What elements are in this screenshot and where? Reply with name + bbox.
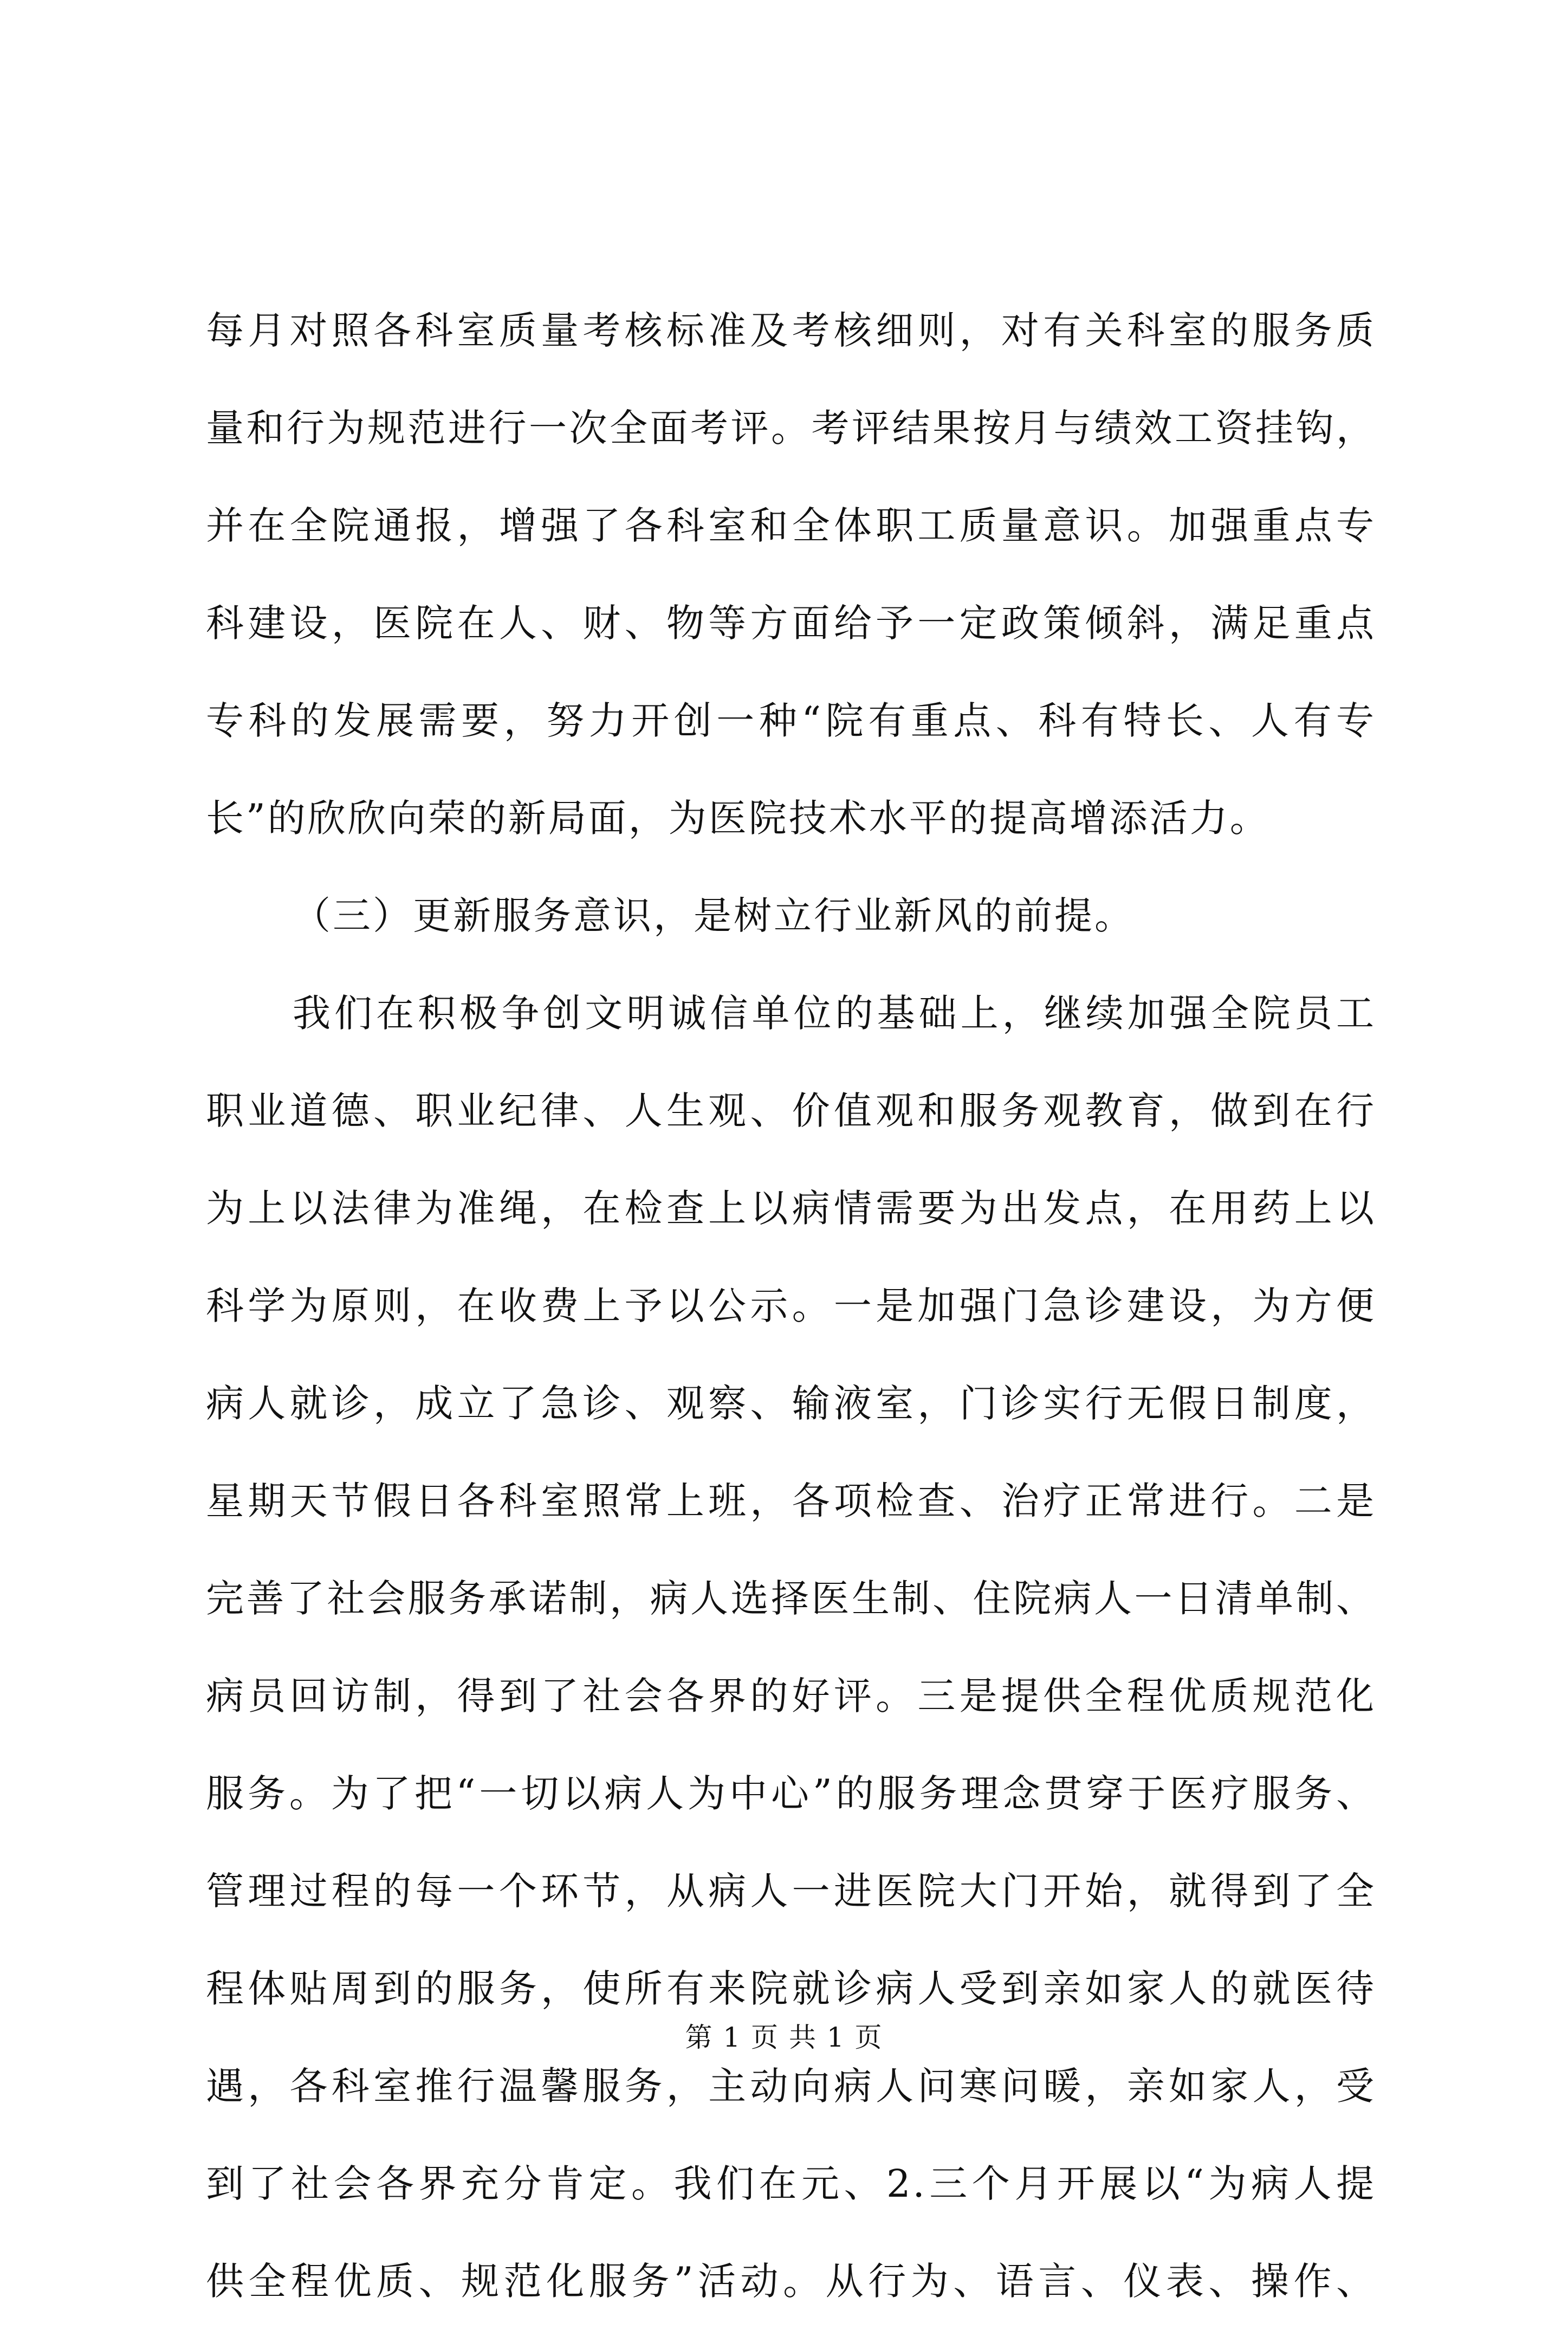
paragraph-line: 遇，各科室推行温馨服务，主动向病人问寒问暖，亲如家人，受: [206, 2064, 1376, 2108]
paragraph-line: 职业道德、职业纪律、人生观、价值观和服务观教育，做到在行: [206, 1089, 1376, 1133]
paragraph-line: 星期天节假日各科室照常上班，各项检查、治疗正常进行。二是: [206, 1479, 1376, 1523]
paragraph-line: 为上以法律为准绳，在检查上以病情需要为出发点，在用药上以: [206, 1186, 1376, 1231]
paragraph-line: 专科的发展需要，努力开创一种“院有重点、科有特长、人有专: [206, 698, 1376, 743]
paragraph-line: 完善了社会服务承诺制，病人选择医生制、住院病人一日清单制、: [206, 1576, 1376, 1621]
page-number-footer: 第 1 页 共 1 页: [685, 2022, 883, 2053]
paragraph-line: 病员回访制，得到了社会各界的好评。三是提供全程优质规范化: [206, 1674, 1376, 1718]
paragraph-line: 程体贴周到的服务，使所有来院就诊病人受到亲如家人的就医待: [206, 1966, 1376, 2011]
paragraph-line: 供全程优质、规范化服务”活动。从行为、语言、仪表、操作、: [206, 2259, 1376, 2303]
section-heading: （三）更新服务意识，是树立行业新风的前提。: [293, 894, 1135, 938]
paragraph-line: 长”的欣欣向荣的新局面，为医院技术水平的提高增添活力。: [206, 796, 1270, 840]
paragraph-line: 科建设，医院在人、财、物等方面给予一定政策倾斜，满足重点: [206, 601, 1376, 645]
paragraph-line: 服务。为了把“一切以病人为中心”的服务理念贯穿于医疗服务、: [206, 1771, 1376, 1816]
paragraph-line: 我们在积极争创文明诚信单位的基础上，继续加强全院员工: [293, 991, 1376, 1035]
paragraph-line: 管理过程的每一个环节，从病人一进医院大门开始，就得到了全: [206, 1869, 1376, 1913]
paragraph-line: 病人就诊，成立了急诊、观察、输液室，门诊实行无假日制度，: [206, 1381, 1376, 1426]
paragraph-line: 并在全院通报，增强了各科室和全体职工质量意识。加强重点专: [206, 503, 1376, 548]
paragraph-line: 到了社会各界充分肯定。我们在元、2.三个月开展以“为病人提: [206, 2161, 1376, 2206]
paragraph-line: 量和行为规范进行一次全面考评。考评结果按月与绩效工资挂钩，: [206, 406, 1376, 450]
paragraph-line: 每月对照各科室质量考核标准及考核细则，对有关科室的服务质: [206, 308, 1376, 353]
paragraph-line: 科学为原则，在收费上予以公示。一是加强门急诊建设，为方便: [206, 1284, 1376, 1328]
